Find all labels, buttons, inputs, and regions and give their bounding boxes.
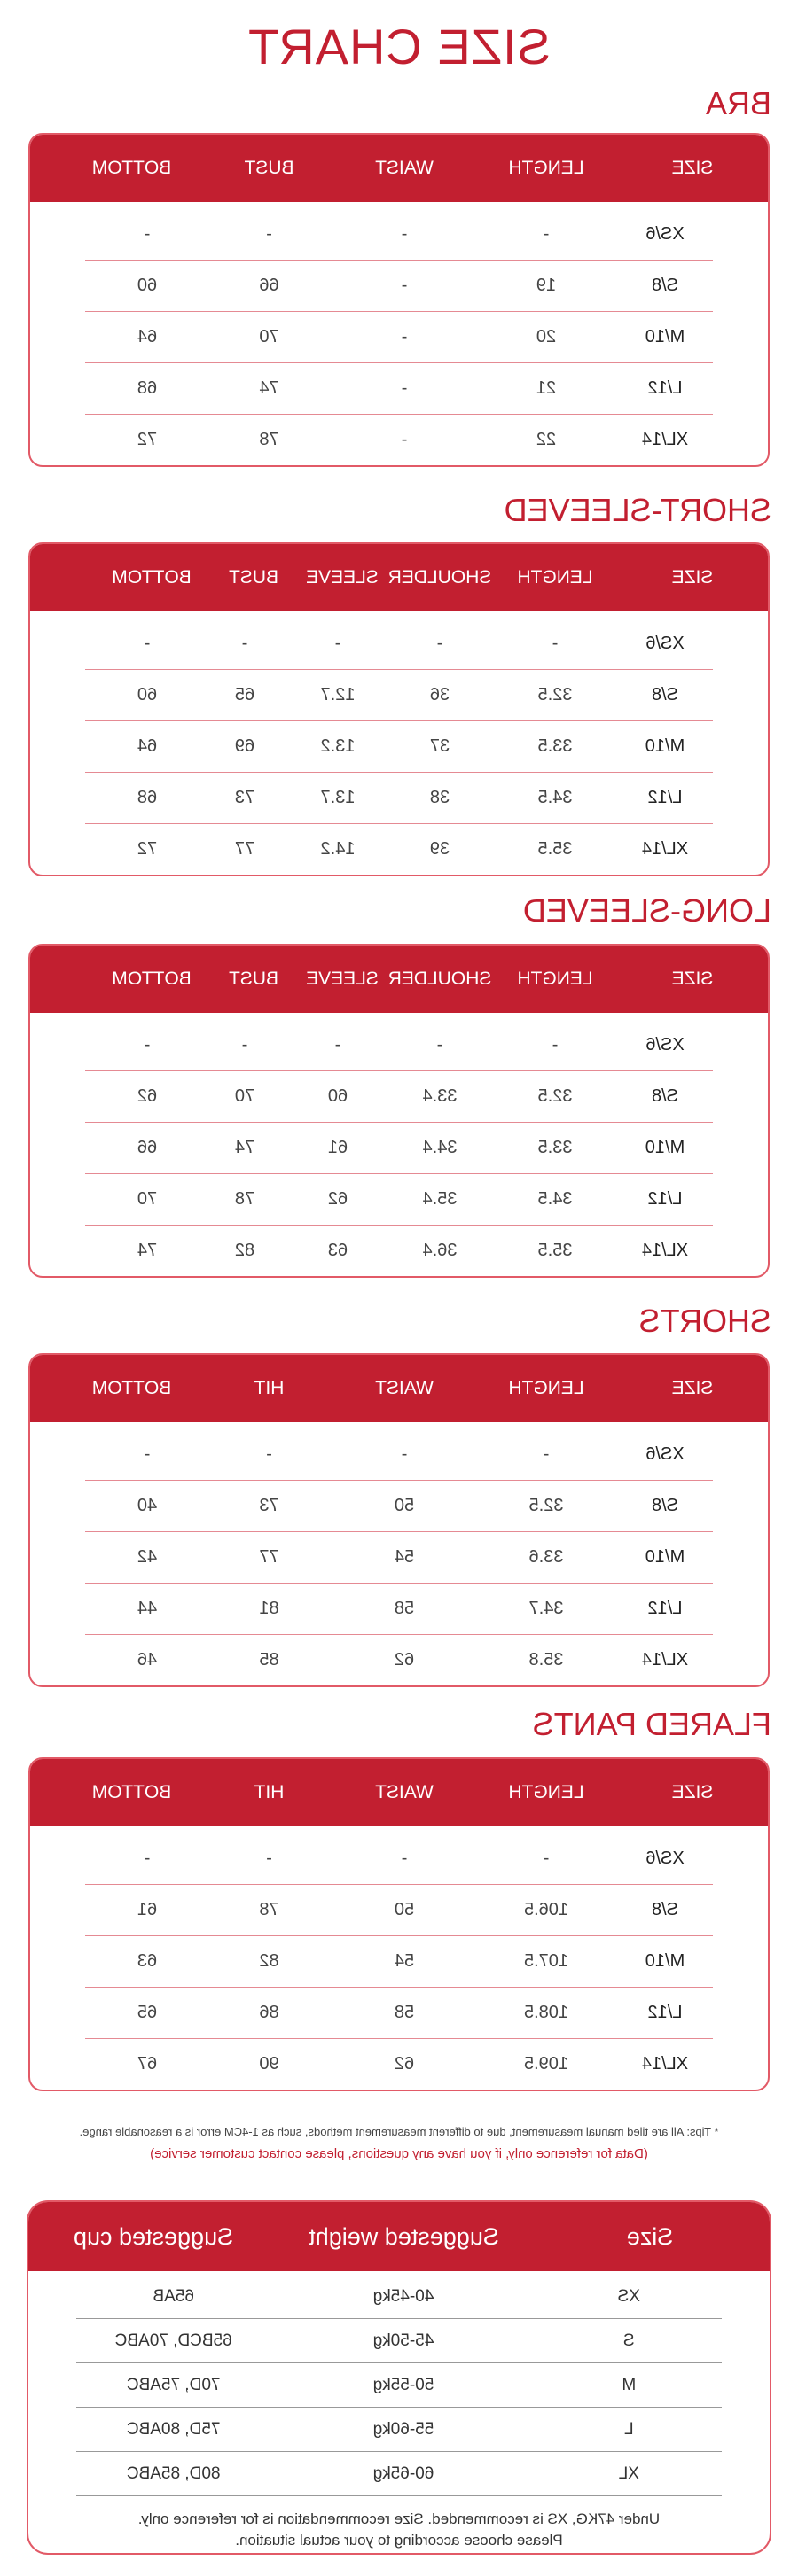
bust-cell: - [241, 1035, 248, 1055]
shoulder-cell: 35.4 [422, 1189, 458, 1209]
header-length: LENGTH [517, 567, 593, 588]
bust-cell: 78 [259, 430, 279, 449]
size-cell: L/12 [647, 788, 683, 807]
bottom-cell: 68 [137, 378, 158, 398]
waist-cell: 50 [394, 1496, 415, 1515]
header-bust: BUST [229, 567, 279, 588]
header-size: SIZE [671, 1378, 714, 1398]
shoulder-cell: 34.4 [422, 1138, 458, 1157]
hit-cell: - [266, 1444, 272, 1464]
shoulder-cell: 36 [429, 685, 450, 704]
table-row [76, 2319, 722, 2363]
header-size: SIZE [671, 969, 714, 989]
table-row [85, 721, 713, 773]
long-sleeved-table [28, 944, 770, 1278]
size-cell: L/12 [647, 2003, 683, 2022]
size-cell: M/10 [645, 1547, 685, 1567]
waist-cell: 54 [394, 1951, 415, 1971]
size-cell: XL/14 [641, 1650, 689, 1669]
bottom-cell: 61 [137, 1900, 158, 1919]
bottom-cell: 70 [137, 1189, 158, 1209]
hit-cell: 73 [259, 1496, 279, 1515]
length-cell: 107.5 [523, 1951, 569, 1971]
table-header [30, 135, 768, 202]
header-suggested-cup: Suggested cup [73, 2222, 234, 2250]
bottom-cell: 62 [137, 1086, 158, 1106]
table-row [85, 1481, 713, 1532]
cup-cell: 65BCD, 70ABC [114, 2331, 232, 2350]
size-cell: XS/6 [645, 1035, 685, 1055]
cup-cell: 70D, 75ABC [126, 2375, 221, 2394]
waist-cell: - [401, 378, 408, 398]
header-length: LENGTH [508, 1378, 584, 1398]
length-cell: 20 [536, 327, 557, 346]
table-row [85, 1123, 713, 1174]
shoulder-cell: 39 [429, 839, 450, 859]
table-row [85, 1936, 713, 1988]
size-cell: M [622, 2375, 637, 2394]
hit-cell: 86 [259, 2003, 279, 2022]
header-size: SIZE [671, 158, 714, 178]
size-cell: XS/6 [645, 224, 685, 244]
header-hit: HIT [254, 1378, 285, 1398]
size-recommendation-note [28, 2509, 770, 2551]
waist-cell: 62 [394, 1650, 415, 1669]
header-length: LENGTH [508, 1782, 584, 1802]
reference-note: (Data for reference only, if you have any questions, please contact customer service) [150, 2146, 648, 2161]
bust-cell: 74 [259, 378, 279, 398]
bottom-cell: 40 [137, 1496, 158, 1515]
hit-cell: - [266, 1848, 272, 1868]
section-title-short-sleeved: SHORT-SLEEVED [504, 492, 771, 528]
shoulder-cell: 38 [429, 788, 450, 807]
table-row [85, 1988, 713, 2039]
table-row [85, 1020, 713, 1071]
sleeve-cell: - [334, 1035, 341, 1055]
bust-cell: 70 [234, 1086, 255, 1106]
measurement-tips: * Tips: All are tiled manual measurement, due to different measurement methods, such as 1-4CM error is a reasonable range. [79, 2125, 719, 2138]
size-cell: L/12 [647, 378, 683, 398]
section-title-long-sleeved: LONG-SLEEVED [522, 892, 771, 929]
sleeve-cell: 61 [327, 1138, 348, 1157]
length-cell: 34.7 [528, 1599, 564, 1618]
header-suggested-weight: Suggested weight [309, 2222, 499, 2250]
length-cell: 109.5 [523, 2054, 569, 2074]
waist-cell: - [401, 430, 408, 449]
size-cell: L [624, 2419, 634, 2439]
sleeve-cell: 60 [327, 1086, 348, 1106]
waist-cell: 54 [394, 1547, 415, 1567]
bottom-cell: 72 [137, 430, 158, 449]
size-cell: XS [617, 2286, 640, 2306]
size-cell: M/10 [645, 736, 685, 756]
length-cell: - [552, 1035, 559, 1055]
bottom-cell: - [144, 224, 151, 244]
size-cell: S/8 [651, 1900, 679, 1919]
table-row [76, 2275, 722, 2319]
length-cell: - [552, 634, 559, 653]
size-cell: S/8 [651, 685, 679, 704]
table-row [85, 209, 713, 261]
shoulder-cell: - [436, 1035, 443, 1055]
bottom-cell: 42 [137, 1547, 158, 1567]
table-header [30, 1355, 768, 1422]
length-cell: 33.5 [537, 1138, 573, 1157]
table-row [85, 415, 713, 465]
sleeve-cell: 14.2 [320, 839, 356, 859]
hit-cell: 77 [259, 1547, 279, 1567]
table-row [85, 1885, 713, 1936]
table-header [28, 2202, 770, 2271]
size-cell: M/10 [645, 1951, 685, 1971]
weight-cell: 55-60kg [372, 2419, 434, 2439]
cup-cell: 65AB [153, 2286, 194, 2306]
waist-cell: - [401, 224, 408, 244]
size-cell: S/8 [651, 276, 679, 295]
bust-cell: 66 [259, 276, 279, 295]
table-row [85, 773, 713, 824]
size-cell: S/8 [651, 1496, 679, 1515]
bust-cell: 65 [234, 685, 255, 704]
header-bust: BUST [244, 158, 294, 178]
size-cell: S [622, 2331, 635, 2350]
size-cell: S/8 [651, 1086, 679, 1106]
flared-pants-table [28, 1757, 770, 2091]
header-length: LENGTH [508, 158, 584, 178]
shoulder-cell: 33.4 [422, 1086, 458, 1106]
header-length: LENGTH [517, 969, 593, 989]
bottom-cell: 63 [137, 1951, 158, 1971]
note-line-2: Please choose according to your actual situation. [235, 2532, 563, 2549]
waist-cell: - [401, 1848, 408, 1868]
table-row [76, 2408, 722, 2452]
header-waist: WAIST [375, 158, 434, 178]
waist-cell: - [401, 276, 408, 295]
table-row [85, 1071, 713, 1123]
size-cell: XL/14 [641, 430, 689, 449]
size-cell: XL/14 [641, 1241, 689, 1260]
waist-cell: 58 [394, 2003, 415, 2022]
weight-cell: 60-65kg [372, 2463, 434, 2483]
length-cell: 35.5 [537, 1241, 573, 1260]
section-title-bra: BRA [705, 85, 771, 121]
sleeve-cell: 13.2 [320, 736, 356, 756]
table-row [85, 1226, 713, 1276]
size-cell: L/12 [647, 1599, 683, 1618]
header-bust: BUST [229, 969, 279, 989]
header-size: SIZE [671, 1782, 714, 1802]
bottom-cell: 60 [137, 685, 158, 704]
waist-cell: - [401, 1444, 408, 1464]
shoulder-cell: 36.4 [422, 1241, 458, 1260]
bottom-cell: 65 [137, 2003, 158, 2022]
table-header [30, 946, 768, 1013]
bottom-cell: 67 [137, 2054, 158, 2074]
table-row [85, 261, 713, 312]
bottom-cell: 64 [137, 327, 158, 346]
header-bottom: BOTTOM [91, 1378, 172, 1398]
header-bottom: BOTTOM [91, 158, 172, 178]
bust-cell: - [241, 634, 248, 653]
size-cell: L/12 [647, 1189, 683, 1209]
table-row [85, 1584, 713, 1635]
weight-cell: 45-50kg [372, 2331, 434, 2350]
page-title: SIZE CHART [247, 19, 551, 74]
length-cell: 19 [536, 276, 557, 295]
cup-cell: 80D, 85ABC [126, 2463, 221, 2483]
bottom-cell: 74 [137, 1241, 158, 1260]
bust-cell: - [266, 224, 272, 244]
length-cell: 34.5 [537, 788, 573, 807]
length-cell: 33.6 [528, 1547, 564, 1567]
section-title-shorts: SHORTS [638, 1303, 771, 1339]
size-cell: M/10 [645, 1138, 685, 1157]
bra-table [28, 133, 770, 467]
size-cell: XL/14 [641, 839, 689, 859]
length-cell: 32.5 [528, 1496, 564, 1515]
sleeve-cell: 63 [327, 1241, 348, 1260]
length-cell: 108.5 [523, 2003, 569, 2022]
header-sleeve: SLEEVE [306, 969, 379, 989]
length-cell: 33.5 [537, 736, 573, 756]
header-waist: WAIST [375, 1378, 434, 1398]
table-row [85, 1833, 713, 1885]
table-row [85, 1174, 713, 1226]
size-cell: M/10 [645, 327, 685, 346]
header-bottom: BOTTOM [112, 567, 192, 588]
sleeve-cell: 62 [327, 1189, 348, 1209]
bottom-cell: 64 [137, 736, 158, 756]
table-row [76, 2363, 722, 2408]
length-cell: 106.5 [523, 1900, 569, 1919]
length-cell: 32.5 [537, 685, 573, 704]
hit-cell: 90 [259, 2054, 279, 2074]
length-cell: 32.5 [537, 1086, 573, 1106]
hit-cell: 85 [259, 1650, 279, 1669]
bottom-cell: 68 [137, 788, 158, 807]
bust-cell: 70 [259, 327, 279, 346]
header-bottom: BOTTOM [112, 969, 192, 989]
short-sleeved-table [28, 542, 770, 876]
weight-cell: 50-55kg [372, 2375, 434, 2394]
hit-cell: 81 [259, 1599, 279, 1618]
hit-cell: 78 [259, 1900, 279, 1919]
bottom-cell: 72 [137, 839, 158, 859]
size-cell: XL/14 [641, 2054, 689, 2074]
length-cell: 34.5 [537, 1189, 573, 1209]
bottom-cell: - [144, 634, 151, 653]
bust-cell: 69 [234, 736, 255, 756]
suggested-weight-table [27, 2200, 771, 2555]
table-row [85, 2039, 713, 2090]
header-waist: WAIST [375, 1782, 434, 1802]
header-shoulder: SHOULDER [387, 567, 492, 588]
hit-cell: 82 [259, 1951, 279, 1971]
shorts-table [28, 1353, 770, 1687]
shoulder-cell: - [436, 634, 443, 653]
sleeve-cell: 13.7 [320, 788, 356, 807]
table-row [85, 363, 713, 415]
table-row [85, 670, 713, 721]
table-row [85, 619, 713, 670]
length-cell: 35.8 [528, 1650, 564, 1669]
bust-cell: 78 [234, 1189, 255, 1209]
bottom-cell: - [144, 1035, 151, 1055]
bust-cell: 74 [234, 1138, 255, 1157]
section-title-flared-pants: FLARED PANTS [532, 1706, 771, 1742]
bottom-cell: 60 [137, 276, 158, 295]
header-bottom: BOTTOM [91, 1782, 172, 1802]
table-row [85, 1532, 713, 1584]
bust-cell: 77 [234, 839, 255, 859]
table-row [76, 2452, 722, 2496]
bottom-cell: - [144, 1848, 151, 1868]
header-sleeve: SLEEVE [306, 567, 379, 588]
length-cell: - [543, 1848, 550, 1868]
bust-cell: 73 [234, 788, 255, 807]
size-cell: XS/6 [645, 1444, 685, 1464]
bust-cell: 82 [234, 1241, 255, 1260]
table-row [85, 1635, 713, 1685]
header-size: Size [626, 2222, 674, 2250]
bottom-cell: 46 [137, 1650, 158, 1669]
header-shoulder: SHOULDER [387, 969, 492, 989]
size-cell: XL [618, 2463, 639, 2483]
waist-cell: 50 [394, 1900, 415, 1919]
waist-cell: - [401, 327, 408, 346]
header-size: SIZE [671, 567, 714, 588]
length-cell: - [543, 1444, 550, 1464]
cup-cell: 75D, 80ABC [126, 2419, 221, 2439]
table-header [30, 1759, 768, 1826]
weight-cell: 40-45kg [372, 2286, 434, 2306]
length-cell: 35.5 [537, 839, 573, 859]
bottom-cell: - [144, 1444, 151, 1464]
table-row [85, 824, 713, 875]
bottom-cell: 44 [137, 1599, 158, 1618]
size-cell: XS/6 [645, 1848, 685, 1868]
length-cell: 22 [536, 430, 557, 449]
waist-cell: 58 [394, 1599, 415, 1618]
note-line-1: Under 47KG, XS is recommended. Size recommendation is for reference only. [137, 2510, 661, 2527]
length-cell: 21 [536, 378, 557, 398]
table-header [30, 544, 768, 611]
shoulder-cell: 37 [429, 736, 450, 756]
bottom-cell: 66 [137, 1138, 158, 1157]
waist-cell: 62 [394, 2054, 415, 2074]
table-row [85, 312, 713, 363]
header-hit: HIT [254, 1782, 285, 1802]
sleeve-cell: 12.7 [320, 685, 356, 704]
sleeve-cell: - [334, 634, 341, 653]
length-cell: - [543, 224, 550, 244]
table-row [85, 1429, 713, 1481]
size-cell: XS/6 [645, 634, 685, 653]
